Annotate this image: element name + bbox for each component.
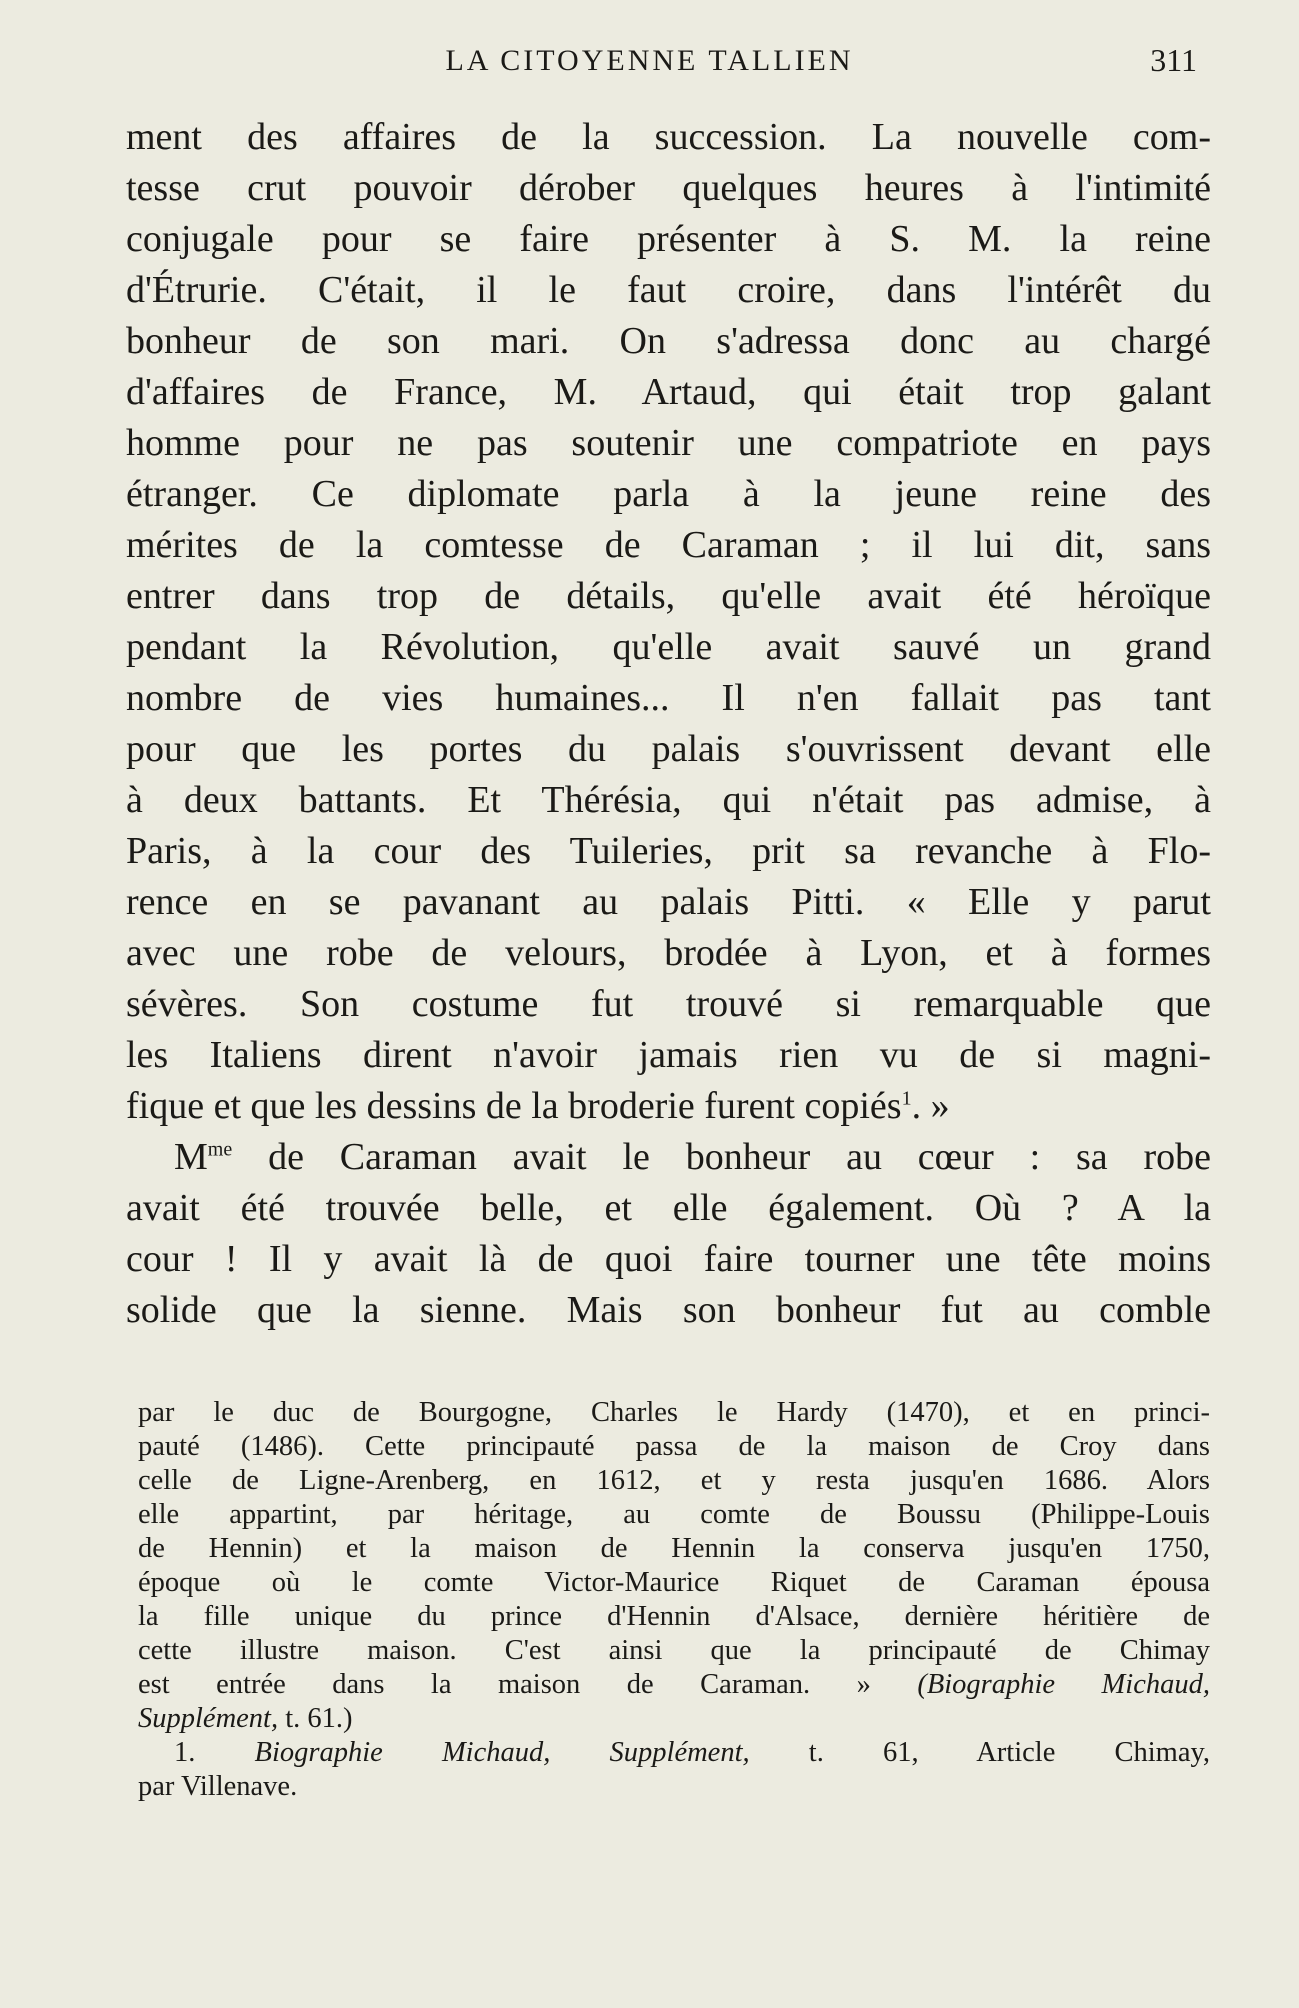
text-line-content: fique et que les dessins de la broderie furent copiés: [126, 1085, 902, 1127]
footnote-line: [138, 1668, 1210, 1702]
footnote-citation: (Biographie Michaud,: [917, 1669, 1210, 1700]
text-line: à deux battants. Et Thérésia, qui n'était pas admise, à: [126, 779, 1211, 821]
text-line: les Italiens dirent n'avoir jamais rien vu de si magni-: [126, 1034, 1211, 1076]
footnote-line: la fille unique du prince d'Hennin d'Alsace, dernière héritière de: [138, 1601, 1210, 1632]
footnote-line: époque où le comte Victor-Maurice Riquet de Caraman épousa: [138, 1567, 1210, 1598]
title-abbr: M: [174, 1136, 208, 1178]
text-line-content: de Caraman avait le bonheur au cœur : sa robe: [232, 1136, 1211, 1178]
text-line-end: . »: [911, 1085, 950, 1127]
text-line: mérites de la comtesse de Caraman ; il lui dit, sans: [126, 524, 1211, 566]
text-line: rence en se pavanant au palais Pitti. « Elle y parut: [126, 881, 1211, 923]
text-line: solide que la sienne. Mais son bonheur fut au comble: [126, 1289, 1211, 1331]
text-line: avec une robe de velours, brodée à Lyon, et à formes: [126, 932, 1211, 974]
running-head: [0, 40, 1299, 80]
footnote-line: par le duc de Bourgogne, Charles le Hardy (1470), et en princi-: [138, 1397, 1210, 1428]
text-line: pour que les portes du palais s'ouvrissent devant elle: [126, 728, 1211, 770]
footnote-citation: Biographie Michaud, Supplément,: [254, 1737, 750, 1768]
footnote-line: par Villenave.: [138, 1771, 298, 1802]
text-line: bonheur de son mari. On s'adressa donc au chargé: [126, 320, 1211, 362]
footnote-line: de Hennin) et la maison de Hennin la conserva jusqu'en 1750,: [138, 1533, 1210, 1564]
footnote-line: elle appartint, par héritage, au comte de Boussu (Philippe-Louis: [138, 1499, 1210, 1530]
title-abbr-sup: me: [207, 1138, 233, 1161]
text-line: avait été trouvée belle, et elle également. Où ? A la: [126, 1187, 1211, 1229]
footnote-text: t. 61, Article Chimay,: [749, 1737, 1211, 1768]
footnote-line: celle de Ligne-Arenberg, en 1612, et y resta jusqu'en 1686. Alors: [138, 1465, 1210, 1496]
text-line: étranger. Ce diplomate parla à la jeune reine des: [126, 473, 1211, 515]
text-line: sévères. Son costume fut trouvé si remarquable que: [126, 983, 1211, 1025]
text-line: conjugale pour se faire présenter à S. M. la reine: [126, 218, 1211, 260]
text-line: d'affaires de France, M. Artaud, qui était trop galant: [126, 371, 1211, 413]
text-line: cour ! Il y avait là de quoi faire tourner une tête moins: [126, 1238, 1211, 1280]
text-line: d'Étrurie. C'était, il le faut croire, dans l'intérêt du: [126, 269, 1211, 311]
paragraph-start-line: [126, 1132, 1211, 1183]
text-line: ment des affaires de la succession. La nouvelle com-: [126, 116, 1211, 158]
text-line: tesse crut pouvoir dérober quelques heures à l'intimité: [126, 167, 1211, 209]
footnote-text: t. 61.): [278, 1703, 353, 1734]
footnote-text: est entrée dans la maison de Caraman. »: [138, 1669, 918, 1700]
footnote-1: [138, 1736, 1210, 1770]
text-line: [126, 1081, 1211, 1132]
text-line: entrer dans trop de détails, qu'elle avait été héroïque: [126, 575, 1211, 617]
page-number: 311: [1150, 42, 1197, 78]
text-line: nombre de vies humaines... Il n'en fallait pas tant: [126, 677, 1211, 719]
running-title: LA CITOYENNE TALLIEN: [445, 44, 854, 77]
footnote-line: [138, 1702, 1210, 1736]
footnote-number: 1.: [174, 1737, 255, 1768]
text-line: Paris, à la cour des Tuileries, prit sa revanche à Flo-: [126, 830, 1211, 872]
body-text: [126, 112, 1211, 1336]
footnotes: [138, 1396, 1210, 1804]
footnote-line: cette illustre maison. C'est ainsi que la principauté de Chimay: [138, 1635, 1210, 1666]
text-line: pendant la Révolution, qu'elle avait sauvé un grand: [126, 626, 1211, 668]
footnote-citation: Supplément,: [138, 1703, 279, 1734]
footnote-ref: 1: [901, 1087, 912, 1110]
footnote-line: pauté (1486). Cette principauté passa de la maison de Croy dans: [138, 1431, 1210, 1462]
text-line: homme pour ne pas soutenir une compatriote en pays: [126, 422, 1211, 464]
